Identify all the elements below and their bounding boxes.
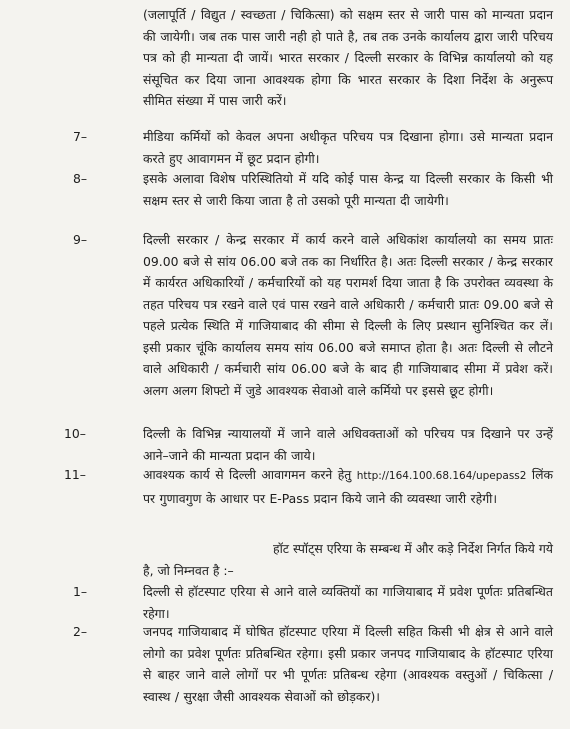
paragraph-9: दिल्ली सरकार / केन्द्र सरकार में कार्य करने वाले अधिकांश कार्यालयो का समय प्रातः 09.00 बजे से सांय 06.00 बजे तक का निर्धारित है। अतः दिल्ली सरकार / केन्द्र सरकार में कार्यरत अधिकारियों / कर्मचारियों को यह परामर्श दिया जाता है कि उपरोक्त व्यवस्था के तहत परिचय पत्र रखने वाले एवं पास रखने वाले अधिकारी / कर्मचारी प्रातः 09.00 बजे से पहले प्रत्येक स्थिति में गाजियाबाद की सीमा से दिल्ली के लिए प्रस्थान सुनिश्चित कर लें। इसी प्रकार चूंकि कार्यालय समय सांय 06.00 बजे समाप्त होता है। अतः दिल्ली से लौटने वाले अधिकारी / कर्मचारी सांय 06.00 बजे के बाद ही गाजियाबाद सीमा में प्रवेश करें। अलग अलग शिफ्टो में जुडे आवश्यक सेवाओ वाले कर्मियो पर इससे छूट होगी। — [143, 232, 553, 398]
epass-link[interactable]: http://164.100.68.164/upepass2 — [356, 470, 527, 482]
item-number-7: 7– — [73, 129, 88, 144]
hotspot-item-2: जनपद गाजियाबाद में घोषित हॉटस्पाट एरिया में दिल्ली सहित किसी भी क्षेत्र से आने वाले लोगो का प्रवेश पूर्णतः प्रतिबन्धित रहेगा। इसी प्रकार जनपद गाजियाबाद के हॉटस्पाट एरिया से बाहर जाने वाले लोगों पर भी पूर्णतः प्रतिबन्ध रहेगा (आवश्यक वस्तुओं / चिकित्सा / स्वास्थ / सुरक्षा जैसी आवश्यक सेवाओं को छोड़कर)। — [143, 624, 553, 704]
hotspot-intro: हॉट स्पॉट्स एरिया के सम्बन्ध में और कड़े निर्देश निर्गत किये गये है, जो निम्नवत है :– — [143, 541, 553, 578]
hotspot-item-number-2: 2– — [73, 624, 88, 639]
paragraph-6-continuation: (जलापूर्ति / विद्युत / स्वच्छता / चिकित्सा) को सक्षम स्तर से जारी पास को मान्यता प्रदान की जायेगी। जब तक पास जारी नही हो पाते है, तब तक उनके कार्यालय द्वारा जारी परिचय पत्र को ही मान्यता दी जायें। भारत सरकार / दिल्ली सरकार के विभिन्न कार्यालयो को यह संसूचित कर दिया जाना आवश्यक होगा कि भारत सरकार के दिशा निर्देश के अनुरूप सीमित संख्या में पास जारी करें। — [143, 7, 553, 108]
hotspot-item-1: दिल्ली से हॉटस्पाट एरिया से आने वाले व्यक्तियों का गाजियाबाद में प्रवेश पूर्णतः प्रतिबन्धित रहेगा। — [143, 584, 553, 621]
item-number-8: 8– — [73, 171, 88, 186]
paragraph-11 — [143, 464, 553, 509]
paragraph-11-text-before: आवश्यक कार्य से दिल्ली आवागमन करने हेतु — [143, 467, 357, 482]
hotspot-item-number-1: 1– — [73, 584, 88, 599]
item-number-9: 9– — [73, 232, 88, 247]
item-number-10: 10– — [64, 426, 86, 441]
item-number-11: 11– — [64, 467, 86, 482]
paragraph-8: इसके अलावा विशेष परिस्थितियो में यदि कोई पास केन्द्र या दिल्ली सरकार के किसी भी सक्षम स्तर से जारी किया जाता है तो उसको पूरी मान्यता दी जायेगी। — [143, 171, 553, 208]
paragraph-7: मीडिया कर्मियों को केवल अपना अधीकृत परिचय पत्र दिखाना होगा। उसे मान्यता प्रदान करते हुए आवागमन में छूट प्रदान होगी। — [143, 129, 553, 166]
paragraph-11-text-after: लिंक पर गुणावगुण के आधार पर E-Pass प्रदान किये जाने की व्यवस्था जारी रहेगी। — [143, 467, 553, 506]
paragraph-10: दिल्ली के विभिन्न न्यायालयों में जाने वाले अधिवक्ताओं को परिचय पत्र दिखाने पर उन्हें आने–जाने की मान्यता प्रदान की जाये। — [143, 426, 553, 463]
